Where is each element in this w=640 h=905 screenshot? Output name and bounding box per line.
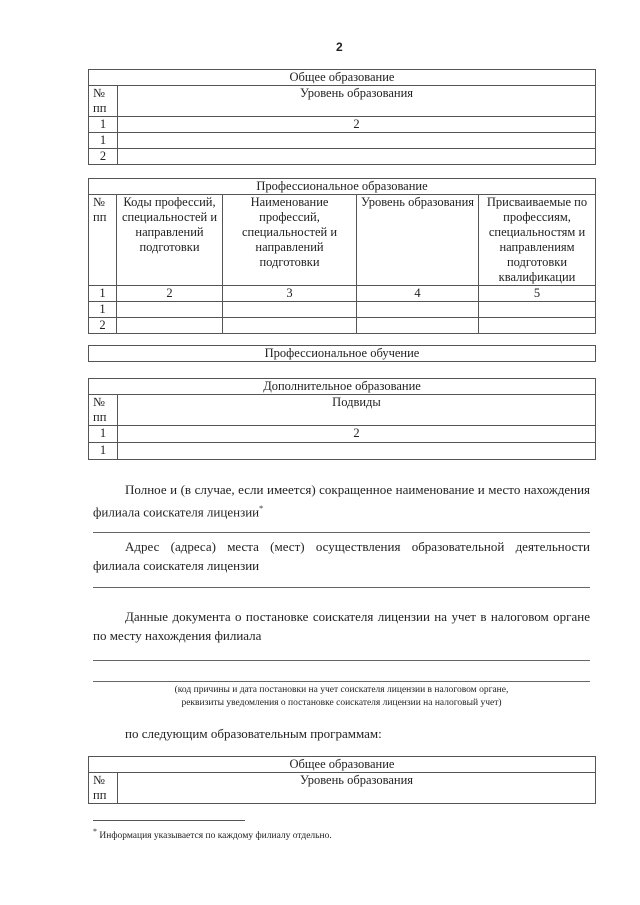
branch-name-label	[93, 480, 590, 521]
index-cell: 3	[223, 286, 357, 302]
footnote-mark: *	[93, 827, 97, 836]
table-title: Профессиональное образование	[89, 179, 596, 195]
col-num-header: № пп	[89, 86, 118, 117]
branch-address-label	[93, 537, 590, 575]
subtype-cell[interactable]	[118, 443, 596, 460]
codes-cell[interactable]	[117, 318, 223, 334]
names-cell[interactable]	[223, 318, 357, 334]
col-num-header: № пп	[89, 773, 118, 804]
row-num: 2	[89, 149, 118, 165]
tax-registration-label	[93, 607, 590, 645]
table-row	[89, 133, 596, 149]
tax-registration-input-line-2[interactable]	[93, 681, 590, 682]
table-row	[89, 318, 596, 334]
general-education-table	[88, 69, 596, 165]
index-cell: 1	[89, 426, 118, 443]
col-qualifications-header: Присваиваемые по профессиям, специальностям и направлениям подготовки квалификации	[479, 195, 596, 286]
general-education-table-2	[88, 756, 596, 804]
codes-cell[interactable]	[117, 302, 223, 318]
programs-intro	[93, 724, 590, 743]
col-level-header: Уровень образования	[357, 195, 479, 286]
col-codes-header: Коды профессий, специальностей и направлений подготовки	[117, 195, 223, 286]
table-title: Профессиональное обучение	[89, 346, 596, 362]
col-subtypes-header: Подвиды	[118, 395, 596, 426]
index-cell: 1	[89, 117, 118, 133]
col-level-header: Уровень образования	[118, 86, 596, 117]
qualifications-cell[interactable]	[479, 302, 596, 318]
footnote-mark: *	[259, 504, 264, 513]
tax-registration-input-line-1[interactable]	[93, 660, 590, 661]
col-num-header: № пп	[89, 395, 118, 426]
programs-intro-text: по следующим образовательным программам:	[125, 726, 382, 741]
row-num: 2	[89, 318, 117, 334]
caption-line-1: (код причины и дата постановки на учет соискателя лицензии в налоговом органе,	[174, 685, 509, 695]
index-cell: 2	[118, 117, 596, 133]
branch-address-input-line[interactable]	[93, 587, 590, 588]
table-title: Общее образование	[89, 757, 596, 773]
qualifications-cell[interactable]	[479, 318, 596, 334]
level-cell[interactable]	[118, 133, 596, 149]
index-cell: 2	[117, 286, 223, 302]
footnote	[93, 827, 332, 841]
col-level-header: Уровень образования	[118, 773, 596, 804]
row-num: 1	[89, 302, 117, 318]
table-row	[89, 443, 596, 460]
level-cell[interactable]	[357, 302, 479, 318]
names-cell[interactable]	[223, 302, 357, 318]
table-row	[89, 302, 596, 318]
index-cell: 2	[118, 426, 596, 443]
table-title: Дополнительное образование	[89, 379, 596, 395]
professional-education-table	[88, 178, 596, 334]
page-number: 2	[336, 40, 343, 54]
footnote-text: Информация указывается по каждому филиалу отдельно.	[99, 831, 332, 842]
tax-registration-caption	[93, 684, 590, 710]
index-cell: 4	[357, 286, 479, 302]
table-row	[89, 149, 596, 165]
caption-line-2: реквизиты уведомления о постановке соискателя лицензии на налоговый учет)	[181, 698, 502, 708]
table-title: Общее образование	[89, 70, 596, 86]
footnote-divider	[93, 820, 245, 821]
row-num: 1	[89, 443, 118, 460]
level-cell[interactable]	[118, 149, 596, 165]
branch-address-text: Адрес (адреса) места (мест) осуществления образовательной деятельности филиала соискателя лицензии	[93, 539, 590, 573]
index-cell: 1	[89, 286, 117, 302]
col-num-header: № пп	[89, 195, 117, 286]
branch-name-text: Полное и (в случае, если имеется) сокращенное наименование и место нахождения филиала соискателя лицензии	[93, 482, 590, 520]
row-num: 1	[89, 133, 118, 149]
col-names-header: Наименование профессий, специальностей и направлений подготовки	[223, 195, 357, 286]
branch-name-input-line[interactable]	[93, 532, 590, 533]
level-cell[interactable]	[357, 318, 479, 334]
professional-training-table	[88, 345, 596, 362]
additional-education-table	[88, 378, 596, 460]
index-cell: 5	[479, 286, 596, 302]
tax-registration-text: Данные документа о постановке соискателя лицензии на учет в налоговом органе по месту нахождения филиала	[93, 609, 590, 643]
